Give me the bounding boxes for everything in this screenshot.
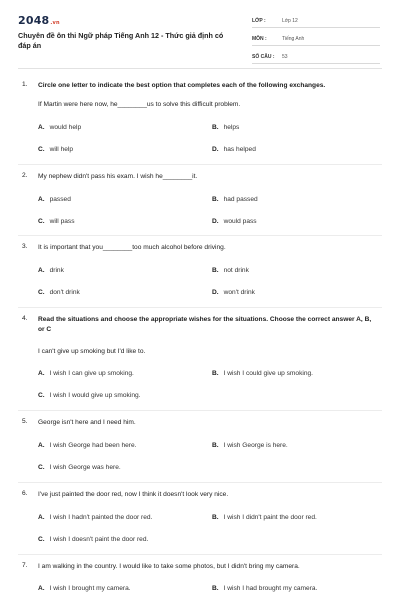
option-letter: A. (38, 585, 45, 592)
meta-row-grade (252, 14, 380, 28)
option-letter: B. (212, 442, 219, 449)
meta-value: Tiếng Anh (282, 35, 305, 42)
option-text: I wish I doesn't paint the door red. (49, 536, 149, 543)
option-d[interactable] (212, 289, 255, 296)
option-letter: D. (212, 146, 219, 153)
option-text: will pass (49, 218, 75, 225)
header-divider (18, 68, 382, 69)
option-b[interactable] (212, 267, 249, 274)
option-letter: C. (38, 464, 45, 471)
question-number: 1. (22, 81, 28, 88)
meta-row-count (252, 50, 380, 64)
question-number: 2. (22, 172, 28, 179)
option-d[interactable] (212, 146, 256, 153)
document-meta (252, 14, 380, 68)
option-c[interactable] (38, 464, 121, 471)
option-letter: A. (38, 124, 45, 131)
option-b[interactable] (212, 196, 258, 203)
option-a[interactable] (38, 267, 64, 274)
question-number: 7. (22, 562, 28, 569)
option-text: I wish George is here. (223, 442, 288, 449)
option-b[interactable] (212, 370, 313, 377)
option-text: I wish I had brought my camera. (223, 585, 318, 592)
meta-value: Lớp 12 (282, 17, 298, 24)
option-text: I wish George had been here. (49, 442, 137, 449)
logo-text: 2048 (18, 14, 50, 27)
meta-key: SỐ CÂU : (252, 53, 275, 60)
meta-key: MÔN : (252, 35, 267, 42)
question-stem: If Martin were here now, he________us to solve this difficult problem. (38, 101, 241, 108)
option-a[interactable] (38, 442, 136, 449)
option-a[interactable] (38, 514, 152, 521)
option-text: will help (49, 146, 74, 153)
option-text: I wish I didn't paint the door red. (223, 514, 317, 521)
option-letter: A. (38, 196, 45, 203)
option-text: helps (223, 124, 240, 131)
option-letter: D. (212, 218, 219, 225)
option-b[interactable] (212, 442, 288, 449)
option-text: had passed (223, 196, 258, 203)
option-letter: C. (38, 218, 45, 225)
question-prompt: My nephew didn't pass his exam. I wish he________it. (38, 173, 198, 180)
option-letter: B. (212, 585, 219, 592)
option-text: I wish I could give up smoking. (223, 370, 314, 377)
option-letter: D. (212, 289, 219, 296)
option-letter: B. (212, 514, 219, 521)
option-text: would help (49, 124, 82, 131)
question-number: 6. (22, 490, 28, 497)
option-c[interactable] (38, 218, 75, 225)
option-c[interactable] (38, 536, 148, 543)
option-text: I wish I brought my camera. (49, 585, 131, 592)
question-divider (18, 235, 382, 236)
site-logo[interactable] (18, 14, 60, 27)
meta-value: 53 (282, 53, 288, 60)
page-header (0, 0, 400, 68)
option-d[interactable] (212, 218, 257, 225)
meta-row-subject (252, 32, 380, 46)
option-c[interactable] (38, 289, 80, 296)
question-prompt: Circle one letter to indicate the best option that completes each of the following exchanges. (38, 82, 326, 89)
option-b[interactable] (212, 514, 317, 521)
question-stem: I can't give up smoking but I'd like to. (38, 348, 146, 355)
option-c[interactable] (38, 392, 140, 399)
option-c[interactable] (38, 146, 73, 153)
option-letter: A. (38, 267, 45, 274)
option-text: won't drink (223, 289, 255, 296)
option-text: I wish I would give up smoking. (49, 392, 141, 399)
option-text: I wish I hadn't painted the door red. (49, 514, 153, 521)
question-divider (18, 307, 382, 308)
question-number: 3. (22, 243, 28, 250)
option-letter: B. (212, 196, 219, 203)
option-letter: B. (212, 267, 219, 274)
question-prompt: George isn't here and I need him. (38, 419, 136, 426)
option-text: would pass (223, 218, 257, 225)
question-divider (18, 164, 382, 165)
option-letter: A. (38, 370, 45, 377)
document-title: Chuyên đề ôn thi Ngữ pháp Tiếng Anh 12 - Thức giả định có đáp án (18, 31, 224, 50)
option-a[interactable] (38, 124, 81, 131)
question-prompt: I've just painted the door red, now I think it doesn't look very nice. (38, 491, 229, 498)
question-prompt: Read the situations and choose the appropriate wishes for the situations. Choose the correct answer A, B, or C (38, 316, 372, 333)
option-letter: A. (38, 514, 45, 521)
option-a[interactable] (38, 370, 134, 377)
option-text: I wish George was here. (49, 464, 121, 471)
option-text: passed (49, 196, 71, 203)
option-b[interactable] (212, 124, 239, 131)
option-text: has helped (223, 146, 256, 153)
question-divider (18, 554, 382, 555)
question-divider (18, 410, 382, 411)
question-prompt: It is important that you________too much alcohol before driving. (38, 244, 226, 251)
option-b[interactable] (212, 585, 317, 592)
question-prompt: I am walking in the country. I would like to take some photos, but I didn't bring my camera. (38, 563, 300, 570)
option-text: I wish I can give up smoking. (49, 370, 134, 377)
question-number: 5. (22, 418, 28, 425)
option-letter: B. (212, 370, 219, 377)
meta-key: LỚP : (252, 17, 266, 24)
option-letter: C. (38, 146, 45, 153)
option-a[interactable] (38, 585, 131, 592)
option-letter: C. (38, 289, 45, 296)
option-text: drink (49, 267, 64, 274)
option-letter: A. (38, 442, 45, 449)
logo-suffix: .vn (50, 20, 60, 26)
option-letter: C. (38, 392, 45, 399)
option-text: don't drink (49, 289, 80, 296)
option-text: not drink (223, 267, 249, 274)
option-letter: B. (212, 124, 219, 131)
option-letter: C. (38, 536, 45, 543)
option-a[interactable] (38, 196, 71, 203)
question-divider (18, 482, 382, 483)
question-number: 4. (22, 315, 28, 322)
